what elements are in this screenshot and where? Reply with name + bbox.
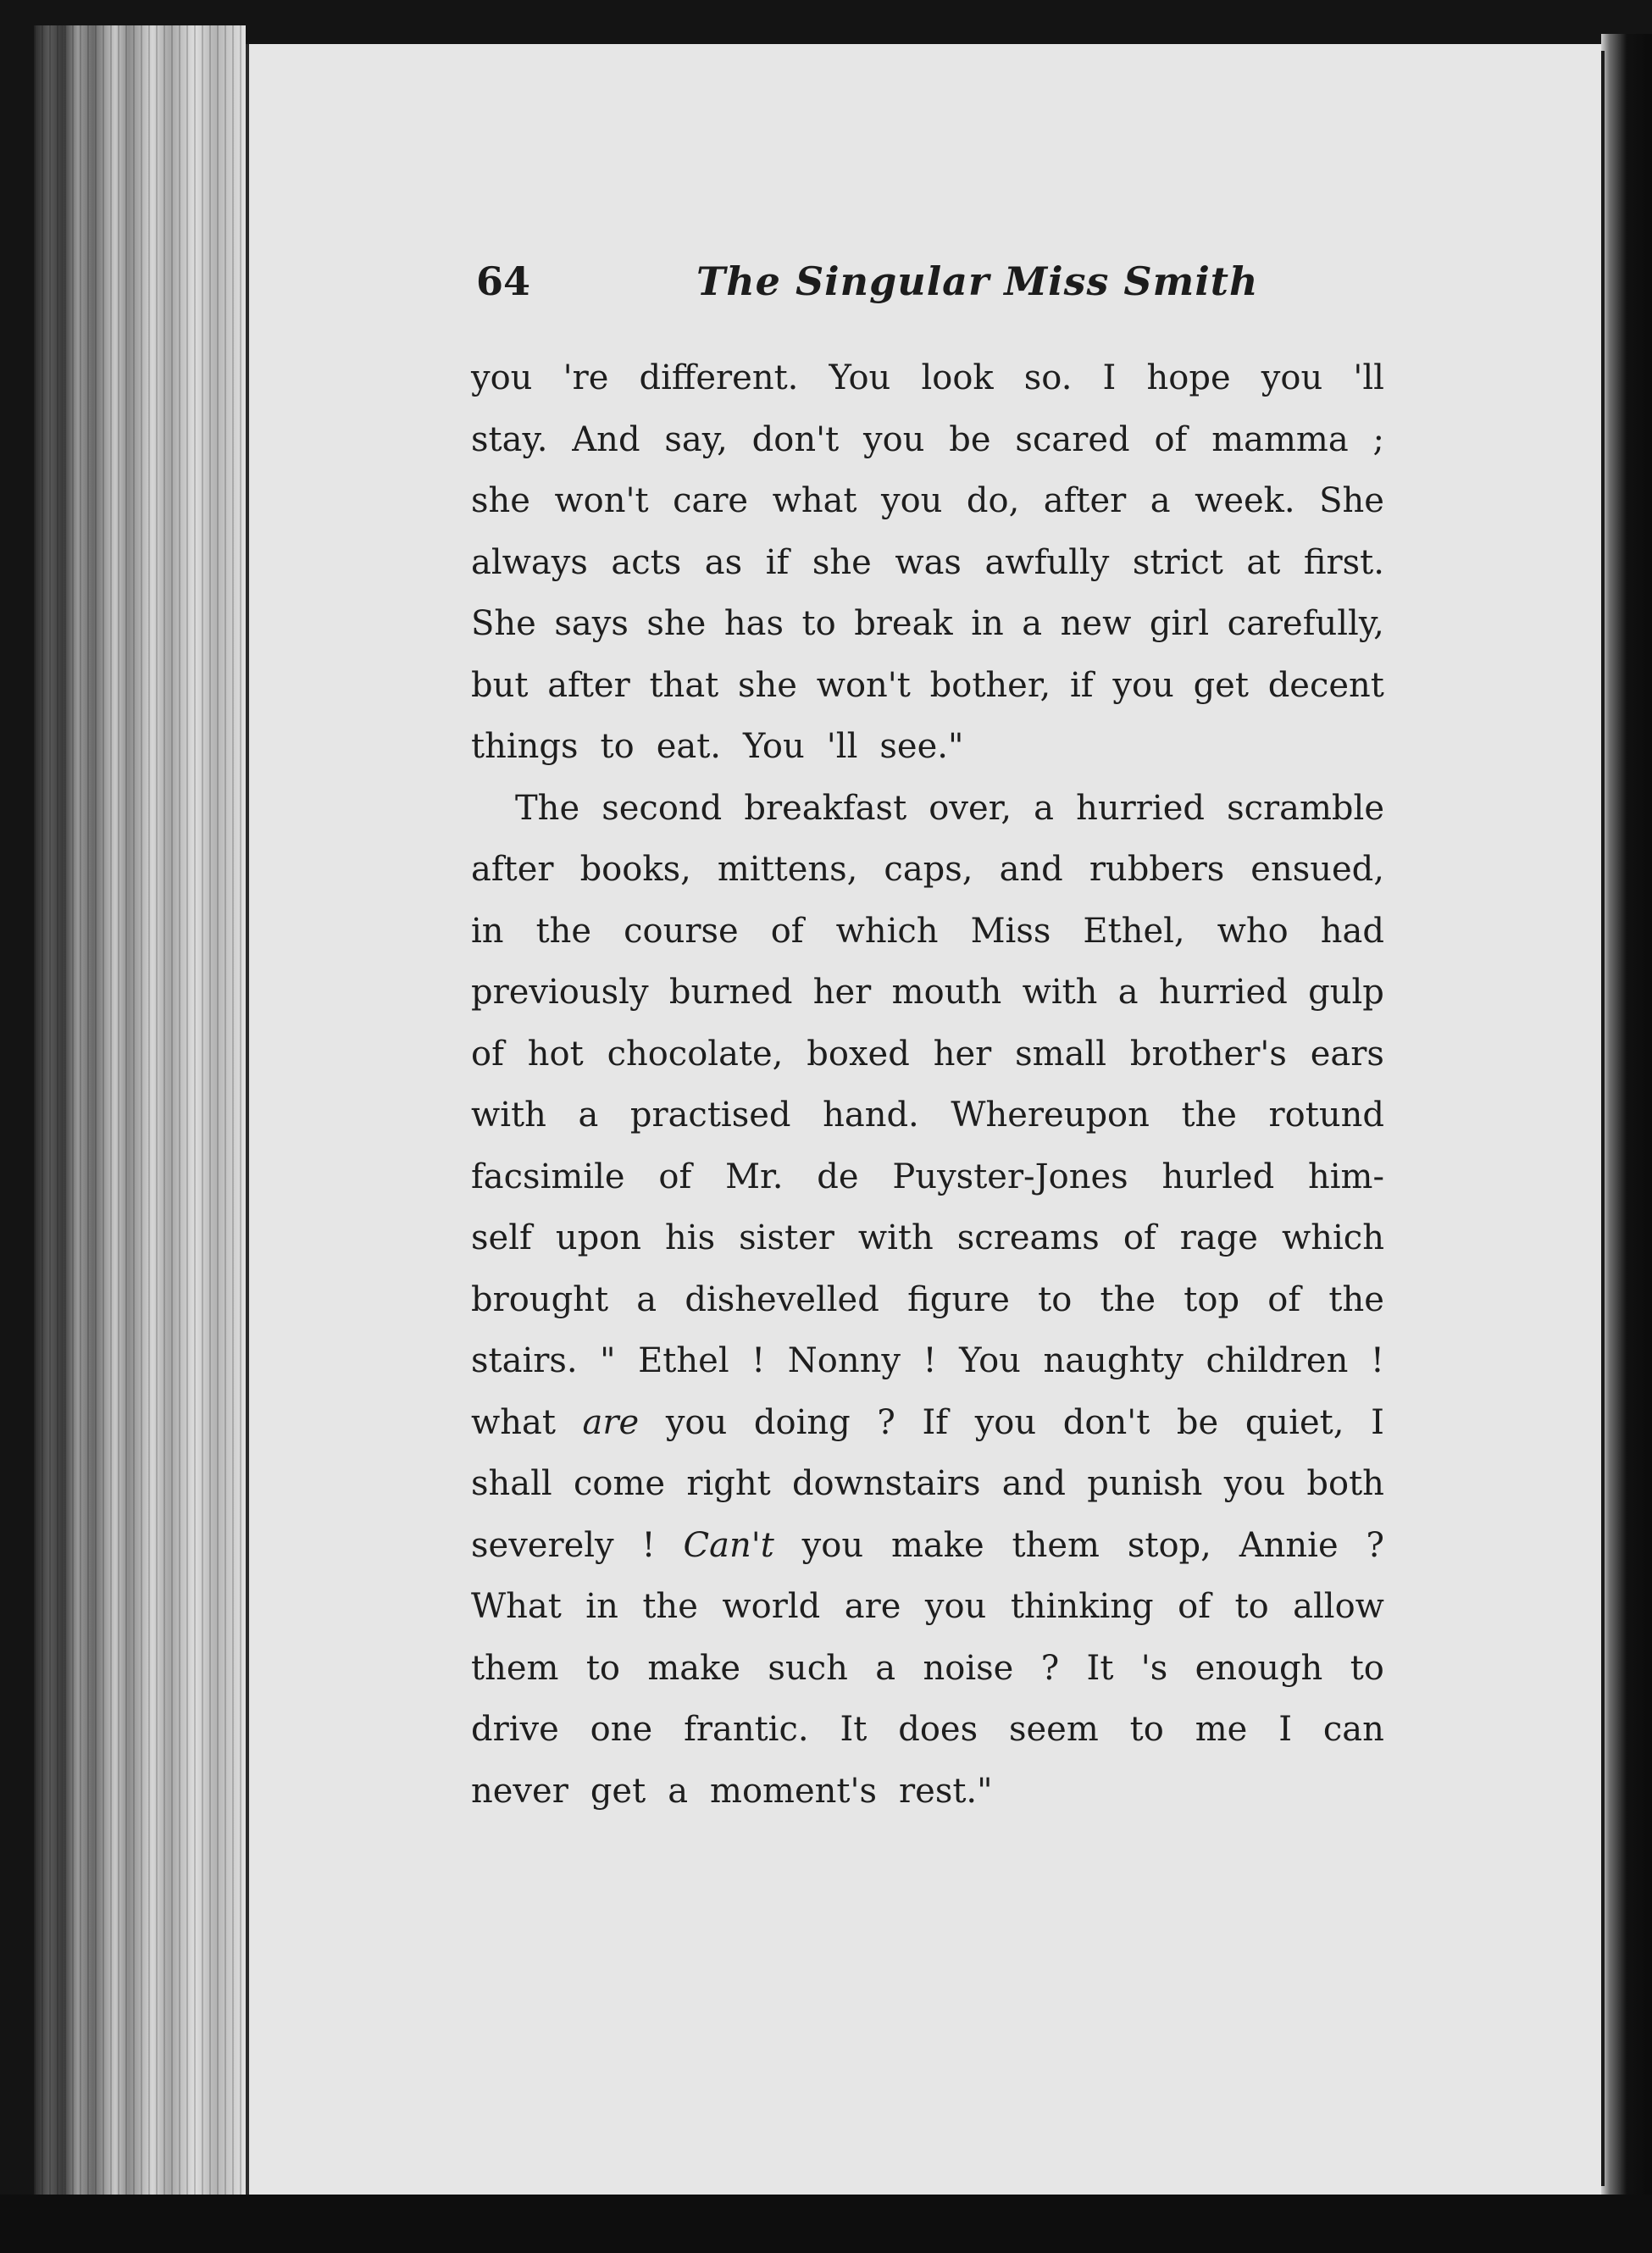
word: be (949, 419, 991, 459)
word: Mr. (725, 1157, 784, 1196)
word: be (1176, 1402, 1219, 1442)
word: thinking (1010, 1587, 1154, 1626)
word: Nonny (787, 1341, 901, 1380)
word: the (1181, 1096, 1237, 1135)
word: figure (907, 1279, 1010, 1319)
word: with (1022, 973, 1098, 1012)
word: facsimile (471, 1157, 625, 1196)
text-line (471, 1024, 1384, 1085)
word: stairs. (471, 1341, 578, 1380)
word: if (1070, 665, 1094, 705)
word: you (924, 1587, 987, 1626)
text-line (471, 1638, 1384, 1700)
word: She (471, 604, 536, 643)
word: allow (1293, 1587, 1384, 1626)
running-title: The Singular Miss Smith (696, 258, 1259, 304)
word: ! (923, 1341, 937, 1380)
word: ensued, (1250, 850, 1384, 889)
word: girl (1149, 604, 1210, 643)
word: brother's (1129, 1034, 1287, 1074)
word: scramble (1227, 788, 1384, 828)
word: hurried (1076, 788, 1205, 828)
word: don't (1062, 1402, 1150, 1442)
text-line (471, 1515, 1384, 1577)
word: him- (1308, 1157, 1384, 1196)
word: new (1060, 604, 1132, 643)
text-line (471, 347, 1384, 409)
word: are (844, 1587, 901, 1626)
word: I (1371, 1402, 1384, 1442)
word: her (933, 1034, 992, 1074)
word: don't (751, 419, 840, 459)
word: The (515, 788, 580, 828)
word: I (1278, 1710, 1292, 1749)
word: Ethel, (1083, 911, 1185, 951)
word: bother, (929, 665, 1051, 705)
word: things (471, 727, 579, 766)
word: 'll (1353, 358, 1384, 397)
text-line (471, 1269, 1384, 1331)
word: 'll (826, 727, 858, 766)
word: previously (471, 973, 649, 1012)
text-line (471, 778, 1384, 840)
word: practised (629, 1096, 791, 1135)
word: does (898, 1710, 978, 1749)
word: ! (641, 1525, 656, 1565)
word: downstairs (791, 1464, 981, 1503)
word: and (1001, 1464, 1066, 1503)
word: frantic. (684, 1710, 809, 1749)
word: Miss (970, 911, 1051, 951)
word: You (743, 727, 805, 766)
text-line (471, 1576, 1384, 1638)
text-line (471, 593, 1384, 655)
word: to (1350, 1648, 1384, 1688)
word: right (686, 1464, 771, 1503)
right-page-edge (1601, 51, 1605, 2186)
word: enough (1195, 1648, 1323, 1688)
word: " (600, 1341, 616, 1380)
page-number: 64 (476, 258, 531, 304)
word: with (471, 1096, 546, 1135)
word: 're (563, 358, 609, 397)
word: who (1217, 911, 1289, 951)
word: noise (923, 1648, 1014, 1688)
word: chocolate, (607, 1034, 784, 1074)
word: if (765, 542, 790, 582)
word: in (971, 604, 1004, 643)
word: break (854, 604, 953, 643)
word: to (1129, 1710, 1164, 1749)
word: a (875, 1648, 896, 1688)
word: me (1195, 1710, 1248, 1749)
word: self (471, 1218, 532, 1257)
word: naughty (1043, 1341, 1184, 1380)
text-line (471, 1392, 1384, 1454)
word: a (1022, 604, 1043, 643)
word: you (665, 1402, 728, 1442)
word: eat. (656, 727, 721, 766)
word: boxed (807, 1034, 910, 1074)
word: burned (668, 973, 793, 1012)
word: stop, (1127, 1525, 1211, 1565)
word: acts (611, 542, 682, 582)
word: top (1184, 1279, 1240, 1319)
word: world (722, 1587, 821, 1626)
word: to (1038, 1279, 1073, 1319)
word: severely (471, 1525, 614, 1565)
word: has (723, 604, 784, 643)
word: Annie (1239, 1525, 1339, 1565)
word: over, (929, 788, 1012, 828)
word: care (673, 481, 749, 520)
word: can (1322, 1710, 1384, 1749)
word: to (600, 727, 635, 766)
word: You (959, 1341, 1021, 1380)
word: course (624, 911, 739, 951)
word: a (1034, 788, 1055, 828)
word: had (1320, 911, 1384, 951)
word: I (1102, 358, 1117, 397)
word: ! (751, 1341, 766, 1380)
word: won't (554, 481, 649, 520)
word: do, (966, 481, 1020, 520)
word: won't (816, 665, 911, 705)
word: are (582, 1402, 640, 1442)
word: ears (1310, 1034, 1384, 1074)
word: rotund (1268, 1096, 1384, 1135)
word: She (1319, 481, 1384, 520)
word: the (1100, 1279, 1156, 1319)
right-gutter-shadow (1601, 34, 1652, 2203)
word: to (1234, 1587, 1269, 1626)
word: ? (1040, 1648, 1060, 1688)
word: decent (1267, 665, 1384, 705)
word: strict (1132, 542, 1223, 582)
body-text (471, 347, 1384, 1822)
word: screams (956, 1218, 1100, 1257)
word: rest." (899, 1771, 993, 1811)
word: scared (1015, 419, 1130, 459)
bottom-shadow (0, 2195, 1652, 2253)
word: Whereupon (951, 1096, 1150, 1135)
word: quiet, (1245, 1402, 1344, 1442)
word: look (921, 358, 994, 397)
word: de (817, 1157, 859, 1196)
text-line (471, 655, 1384, 717)
word: the (535, 911, 592, 951)
word: stay. (471, 419, 548, 459)
word: week. (1195, 481, 1295, 520)
word: mouth (891, 973, 1002, 1012)
text-line (471, 716, 1384, 778)
word: of (770, 911, 804, 951)
word: of (1267, 1279, 1301, 1319)
word: of (1154, 419, 1188, 459)
word: It (840, 1710, 868, 1749)
word: punish (1087, 1464, 1203, 1503)
word: gulp (1308, 973, 1384, 1012)
word: them (1012, 1525, 1100, 1565)
text-line (471, 839, 1384, 901)
word: first. (1303, 542, 1384, 582)
text-line (471, 1085, 1384, 1146)
book-page-edge-lines (34, 25, 246, 2195)
text-line (471, 1330, 1384, 1392)
word: ? (1366, 1525, 1384, 1565)
word: moment's (710, 1771, 878, 1811)
word: both (1306, 1464, 1384, 1503)
word: she (812, 542, 872, 582)
word: with (857, 1218, 934, 1257)
word: them (471, 1648, 559, 1688)
word: different. (639, 358, 799, 397)
word: breakfast (744, 788, 907, 828)
word: you (471, 358, 533, 397)
word: 's (1140, 1648, 1168, 1688)
word: shall (471, 1464, 552, 1503)
word: say, (664, 419, 728, 459)
word: seem (1008, 1710, 1099, 1749)
word: she (738, 665, 797, 705)
word: get (590, 1771, 646, 1811)
word: mittens, (717, 850, 858, 889)
text-line (471, 1453, 1384, 1515)
word: her (812, 973, 872, 1012)
word: and (999, 850, 1063, 889)
word: rubbers (1089, 850, 1225, 889)
word: Ethel (638, 1341, 729, 1380)
word: you (880, 481, 943, 520)
word: a (1150, 481, 1171, 520)
word: hot (527, 1034, 584, 1074)
word: mamma (1211, 419, 1349, 459)
word: in (585, 1587, 618, 1626)
word: to (801, 604, 836, 643)
word: upon (555, 1218, 642, 1257)
word: small (1015, 1034, 1107, 1074)
word: caps, (884, 850, 973, 889)
word: a (636, 1279, 657, 1319)
word: rage (1179, 1218, 1258, 1257)
text-line (471, 1699, 1384, 1761)
word: the (1328, 1279, 1384, 1319)
word: make (647, 1648, 741, 1688)
text-line (471, 1207, 1384, 1269)
word: one (590, 1710, 653, 1749)
word: after (471, 850, 554, 889)
word: she (471, 481, 530, 520)
word: to (585, 1648, 620, 1688)
word: of (471, 1034, 504, 1074)
text-line (471, 532, 1384, 594)
word: Puyster-Jones (892, 1157, 1128, 1196)
word: in (471, 911, 504, 951)
word: second (601, 788, 723, 828)
word: hand. (823, 1096, 919, 1135)
word: you (801, 1525, 864, 1565)
word: hope (1146, 358, 1231, 397)
word: of (1178, 1587, 1211, 1626)
text-line (471, 901, 1384, 963)
word: get (1193, 665, 1249, 705)
word: ? (877, 1402, 895, 1442)
word: books, (579, 850, 691, 889)
text-line (471, 1761, 1384, 1823)
word: brought (471, 1279, 609, 1319)
word: says (554, 604, 629, 643)
word: at (1246, 542, 1281, 582)
word: which (1282, 1218, 1384, 1257)
word: what (772, 481, 857, 520)
word: doing (753, 1402, 851, 1442)
running-head (476, 258, 1391, 326)
word: awfully (984, 542, 1110, 582)
word: a (668, 1771, 689, 1811)
word: you (1112, 665, 1174, 705)
word: And (572, 419, 640, 459)
word: never (471, 1771, 568, 1811)
word: what (471, 1402, 556, 1442)
word: a (1117, 973, 1139, 1012)
word: What (471, 1587, 562, 1626)
word: hurled (1161, 1157, 1275, 1196)
word: but (471, 665, 529, 705)
word: as (704, 542, 743, 582)
word: you (1261, 358, 1323, 397)
word: children (1206, 1341, 1349, 1380)
word: you (863, 419, 925, 459)
word: carefully, (1227, 604, 1384, 643)
word: was (895, 542, 962, 582)
word: his (665, 1218, 716, 1257)
text-line (471, 409, 1384, 471)
word: after (1043, 481, 1127, 520)
text-line (471, 1146, 1384, 1208)
word: so. (1023, 358, 1073, 397)
word: a (578, 1096, 599, 1135)
word: which (835, 911, 939, 951)
word: dishevelled (685, 1279, 879, 1319)
word: It (1086, 1648, 1114, 1688)
word: you (1223, 1464, 1286, 1503)
word: see." (879, 727, 964, 766)
word: ! (1370, 1341, 1384, 1380)
word: always (471, 542, 588, 582)
word: come (573, 1464, 666, 1503)
word: the (642, 1587, 698, 1626)
word: of (1123, 1218, 1156, 1257)
word: If (922, 1402, 949, 1442)
text-line (471, 470, 1384, 532)
word: ; (1372, 419, 1384, 459)
word: such (768, 1648, 848, 1688)
word: You (829, 358, 891, 397)
word: she (646, 604, 707, 643)
word: make (890, 1525, 984, 1565)
word: of (658, 1157, 692, 1196)
word: that (649, 665, 719, 705)
text-line (471, 962, 1384, 1024)
word: sister (739, 1218, 834, 1257)
word: Can't (683, 1525, 774, 1565)
word: you (974, 1402, 1037, 1442)
word: drive (471, 1710, 559, 1749)
word: after (547, 665, 630, 705)
word: hurried (1158, 973, 1288, 1012)
